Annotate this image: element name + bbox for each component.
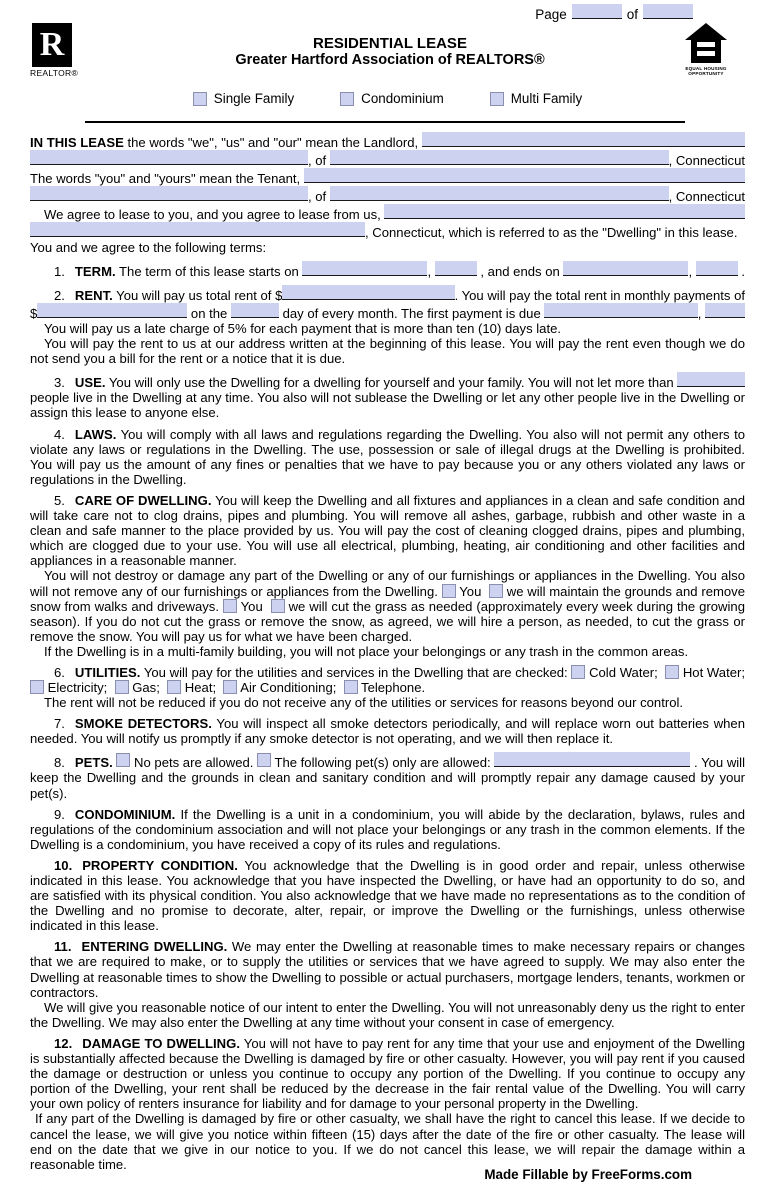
section-title: LAWS. — [74, 426, 117, 442]
section-smoke-detectors — [30, 716, 749, 747]
heat-checkbox[interactable] — [167, 680, 181, 694]
equal-housing-house-icon — [684, 23, 728, 63]
section-rent-para-payment — [30, 336, 749, 367]
page-total-field[interactable] — [643, 4, 693, 19]
text-run: You — [455, 583, 489, 599]
text-run: we will cut the grass as needed (approximately every week during the growing season). If you do not cut the grass or remove the snow, as agreed, we will hire a person, as needed, to cut the grass or remove the snow. You will pay us for what we have been charged. — [30, 598, 749, 644]
intro-line-6 — [30, 222, 745, 240]
text-run: Air Conditioning; — [237, 680, 344, 696]
landlord-name-cont-field[interactable] — [30, 150, 308, 165]
text-run: You will only use the Dwelling for a dwelling for yourself and your family. You will not let more than — [105, 375, 678, 391]
section-number: 7. — [54, 716, 65, 732]
section-title: RENT. — [74, 288, 113, 304]
we-maintain-grounds-checkbox[interactable] — [489, 584, 503, 598]
single-family-label: Single Family — [213, 91, 295, 106]
telephone-checkbox[interactable] — [344, 680, 358, 694]
text-run: If any part of the Dwelling is damaged by fire or other casualty, we shall have the right to cancel this lease. If we decide to cancel the lease, we will give you notice within fifteen (15) days after the date of the fire or other casualty. The lease will end on the date that we give in our notice to you. If we do not cancel this lease, we will repair the damage within a reasonable time. — [30, 1111, 749, 1172]
page-number-field[interactable] — [572, 4, 622, 19]
dwelling-type-row — [30, 91, 745, 106]
text-run: , — [688, 264, 696, 280]
dwelling-type-multi-family — [490, 91, 582, 106]
page-label: Page — [535, 7, 567, 22]
equal-housing-label-2: OPPORTUNITY — [688, 71, 724, 76]
section-number: 3. — [54, 375, 65, 391]
text-run: Cold Water; — [585, 664, 666, 680]
section-rent-para-late-charge — [30, 321, 745, 336]
text-run: You acknowledge that the Dwelling is in good order and repair, unless otherwise indicated in this lease. You acknowledge that you have inspected the Dwelling, or have had an opportunity to do so, and are satisfied with its physical condition. You also acknowledge that we have made no representations as to the condition of the Dwelling and no promise to decorate, alter, repair, or improve the Dwelling or the furnishings, unless otherwise indicated in this lease. — [30, 857, 749, 934]
dwelling-type-single-family — [193, 91, 294, 106]
section-number: 1. — [54, 264, 65, 280]
text-run: Electricity; — [44, 680, 115, 696]
section-use-line-1 — [30, 372, 745, 390]
text-run: You will pay for the utilities and services in the Dwelling that are checked: — [140, 664, 572, 680]
you-cut-grass-checkbox[interactable] — [223, 599, 237, 613]
text-run: The following pet(s) only are allowed: — [271, 755, 495, 771]
text-run: If the Dwelling is in a multi-family building, you will not place your belongings or any trash in the common areas. — [44, 643, 689, 659]
realtor-logo-label: REALTOR® — [30, 68, 79, 78]
text-run: No pets are allowed. — [130, 755, 258, 771]
section-number: 8. — [54, 755, 65, 771]
equal-housing-label-1: EQUAL HOUSING — [685, 66, 727, 71]
text-run: , of — [308, 153, 330, 168]
text-run: people live in the Dwelling at any time. You also will not sublease the Dwelling or let any other people live in the Dwelling or assign this lease to anyone else. — [30, 390, 749, 421]
section-rent-line-2 — [30, 303, 745, 321]
section-property-condition — [30, 857, 749, 934]
landlord-city-field[interactable] — [330, 150, 669, 165]
monthly-rent-field[interactable] — [37, 303, 187, 318]
max-occupants-field[interactable] — [677, 372, 745, 387]
title-block — [105, 23, 675, 69]
lease-end-date-field[interactable] — [563, 261, 688, 276]
air-conditioning-checkbox[interactable] — [223, 680, 237, 694]
section-damage-para-2 — [30, 1111, 749, 1172]
text-run: If the Dwelling is a unit in a condominium, you will abide by the declaration, bylaws, rules and regulations of the condominium association and will not place your belongings or any trash in the common elements. If the Dwelling is a condominium, you have received a copy of its rules and regulations. — [30, 806, 749, 852]
tenant-city-field[interactable] — [330, 186, 669, 201]
section-number: 11. — [54, 939, 72, 955]
section-title: DAMAGE TO DWELLING. — [82, 1035, 240, 1051]
intro-line-2 — [30, 150, 745, 168]
text-run: , of — [308, 189, 330, 204]
text-run: we will maintain the grounds and remove snow from walks and driveways. — [30, 583, 749, 614]
text-run: the words "we", "us" and "our" mean the Landlord, — [123, 135, 422, 150]
document-title: RESIDENTIAL LEASE — [313, 35, 467, 52]
section-utilities-para-2 — [30, 695, 745, 710]
dwelling-type-condominium — [340, 91, 444, 106]
condominium-label: Condominium — [361, 91, 444, 106]
section-care-para-2 — [30, 568, 749, 644]
section-title: TERM. — [74, 264, 116, 280]
realtor-logo — [30, 23, 105, 78]
multi-family-label: Multi Family — [510, 91, 583, 106]
text-run: You will inspect all smoke detectors periodically, and will replace worn out batteries when needed. You will notify us promptly if any smoke detector is not operating, and we will then replace it. — [30, 716, 749, 747]
text-run: You will pay us a late charge of 5% for each payment that is more than ten (10) days late. — [44, 321, 562, 337]
section-care-para-3 — [30, 644, 745, 659]
section-pets-para-2 — [30, 770, 749, 801]
section-condominium — [30, 806, 749, 852]
text-run: Telephone. — [357, 680, 426, 696]
you-maintain-grounds-checkbox[interactable] — [442, 584, 456, 598]
text-run: , and ends on — [476, 264, 564, 280]
text-run: , — [697, 306, 705, 322]
text-run: The rent will not be reduced if you do not receive any of the utilities or services for reasons beyond our control. — [44, 695, 684, 711]
text-run: You will not have to pay rent for any time that your use and enjoyment of the Dwelling is substantially affected because the Dwelling is damaged by fire or other casualty. However, you will pay rent if you caused the damage or destruction or unless you continue to occupy any portion of the Dwelling. If you continue to occupy any portion of the Dwelling, your rent shall be reduced by the decrease in the fair rental value of the Dwelling. You will carry your own policy of renters insurance for liability and for damage to your personal property in the Dwelling. — [30, 1035, 749, 1112]
text-run: day of every month. The first payment is due — [278, 306, 545, 322]
text-run: . You will — [690, 755, 745, 771]
intro-line-5 — [30, 204, 745, 222]
section-title: IN THIS LEASE — [30, 135, 124, 150]
section-number: 4. — [54, 426, 65, 442]
section-use-para — [30, 390, 749, 421]
equal-housing-logo — [675, 23, 737, 76]
text-run: , Connecticut — [668, 153, 745, 168]
text-run: We may enter the Dwelling at reasonable times to make necessary repairs or changes that we are required to make, or to supply the utilities or services that we have agreed to supply. We may also enter the Dwelling at reasonable times to show the Dwelling to possible or actual purchasers, mortgage lenders, tenants, workmen or contractors. — [30, 939, 749, 1000]
text-run: Gas; — [128, 680, 168, 696]
text-run: We will give you reasonable notice of our intent to enter the Dwelling. You will not unreasonably deny us the right to enter the Dwelling. We may also enter the Dwelling at any time without your consent in case of emergency. — [30, 999, 749, 1030]
first-payment-year-field[interactable] — [705, 303, 745, 318]
section-title: UTILITIES. — [74, 664, 141, 680]
page-of-label: of — [626, 7, 638, 22]
text-run: You will pay the rent to us at our address written at the beginning of this lease. You will pay the rent even though we do not send you a bill for the rent or a notice that it is due. — [30, 336, 749, 367]
section-title: CARE OF DWELLING. — [74, 492, 212, 508]
lease-end-year-field[interactable] — [696, 261, 738, 276]
cold-water-checkbox[interactable] — [571, 665, 585, 679]
section-title: ENTERING DWELLING. — [81, 939, 228, 955]
text-run: , — [427, 264, 435, 280]
text-run: You will keep the Dwelling and all fixtures and appliances in a clean and safe condition and will take care not to clog drains, pipes and plumbing. You will remove all ashes, garbage, rubbish and other waste in a clean and safe manner to the place provided by us. You will pay the cost of cleaning clogged drains, pipes and plumbing, which are clogged due to your use. You will use all electrical, plumbing, heating, air conditioning and other facilities and appliances in a reasonable manner. — [30, 492, 749, 569]
realtor-r-icon: R — [32, 23, 72, 67]
allowed-pets-field[interactable] — [494, 752, 690, 767]
section-number: 9. — [54, 806, 65, 822]
tenant-name-cont-field[interactable] — [30, 186, 308, 201]
intro-line-7 — [30, 240, 745, 255]
text-run: Heat; — [181, 680, 224, 696]
section-entering-dwelling — [30, 939, 749, 1000]
text-run: on the — [187, 306, 231, 322]
page-number-row — [535, 4, 698, 22]
total-rent-field[interactable] — [282, 285, 454, 300]
text-run: . — [737, 264, 745, 280]
footer-credit: Made Fillable by FreeForms.com — [484, 1167, 692, 1182]
text-run: You will comply with all laws and regulations regarding the Dwelling. You also will not permit any others to violate any laws or regulations in the Dwelling. The use, possession or sale of illegal drugs at the Dwelling is prohibited. You will pay us the amount of any fines or penalties that we have to pay because you or any others violated any laws or regulations in the Dwelling. — [30, 426, 749, 487]
document-body — [30, 132, 753, 1172]
section-title: USE. — [74, 375, 106, 391]
multi-family-checkbox[interactable] — [490, 92, 504, 106]
section-care-of-dwelling — [30, 492, 749, 569]
section-number: 10. — [54, 857, 73, 873]
dwelling-address-field[interactable] — [384, 204, 745, 219]
section-rent-line-1 — [30, 285, 745, 303]
electricity-checkbox[interactable] — [30, 680, 44, 694]
section-entering-para-2 — [30, 999, 749, 1030]
text-run: , Connecticut — [668, 189, 745, 204]
dwelling-address-cont-field[interactable] — [30, 222, 365, 237]
document-subtitle: Greater Hartford Association of REALTORS® — [235, 52, 545, 68]
section-damage-to-dwelling — [30, 1035, 749, 1112]
section-laws — [30, 426, 749, 487]
text-run: Hot Water; — [679, 664, 753, 680]
section-utilities — [30, 664, 753, 696]
pets-allowed-checkbox[interactable] — [257, 753, 271, 767]
section-title: CONDOMINIUM. — [74, 806, 176, 822]
text-run: The words "you" and "yours" mean the Tenant, — [30, 171, 304, 186]
text-run: You — [236, 598, 271, 614]
first-payment-due-field[interactable] — [544, 303, 697, 318]
section-title: PETS. — [74, 755, 113, 771]
tenant-name-field[interactable] — [304, 168, 745, 183]
text-run: You will not destroy or damage any part of the Dwelling or any of our furnishings or appliances in the Dwelling. You also will not remove any of our furnishings or appliances from the Dwelling. — [30, 568, 749, 599]
hot-water-checkbox[interactable] — [665, 665, 679, 679]
section-title: PROPERTY CONDITION. — [82, 857, 238, 873]
lease-start-date-field[interactable] — [302, 261, 427, 276]
single-family-checkbox[interactable] — [193, 92, 207, 106]
text-run: $ — [30, 306, 38, 322]
no-pets-checkbox[interactable] — [116, 753, 130, 767]
section-number: 5. — [54, 492, 65, 508]
lease-start-year-field[interactable] — [435, 261, 477, 276]
section-number: 12. — [54, 1035, 73, 1051]
gas-checkbox[interactable] — [115, 680, 129, 694]
text-run: , Connecticut, which is referred to as the "Dwelling" in this lease. — [365, 225, 738, 240]
section-number: 2. — [54, 288, 65, 304]
text-run: . You will pay the total rent in monthly payments of — [454, 288, 745, 304]
condominium-checkbox[interactable] — [340, 92, 354, 106]
section-pets-line-1 — [30, 752, 745, 770]
text-run: The term of this lease starts on — [115, 264, 303, 280]
text-run: You and we agree to the following terms: — [30, 240, 267, 255]
intro-line-1 — [30, 132, 745, 150]
landlord-name-field[interactable] — [422, 132, 745, 147]
payment-day-field[interactable] — [231, 303, 279, 318]
intro-line-3 — [30, 168, 745, 186]
we-cut-grass-checkbox[interactable] — [271, 599, 285, 613]
header-divider — [85, 121, 685, 123]
intro-line-4 — [30, 186, 745, 204]
section-term — [30, 261, 745, 279]
text-run: We agree to lease to you, and you agree to lease from us, — [44, 207, 385, 222]
text-run: You will pay us total rent of $ — [112, 288, 283, 304]
document-header — [30, 23, 745, 78]
section-number: 6. — [54, 664, 65, 680]
section-title: SMOKE DETECTORS. — [74, 716, 212, 732]
text-run: keep the Dwelling and the grounds in clean and sanitary condition and will promptly repair any damage caused by your pet(s). — [30, 770, 749, 801]
